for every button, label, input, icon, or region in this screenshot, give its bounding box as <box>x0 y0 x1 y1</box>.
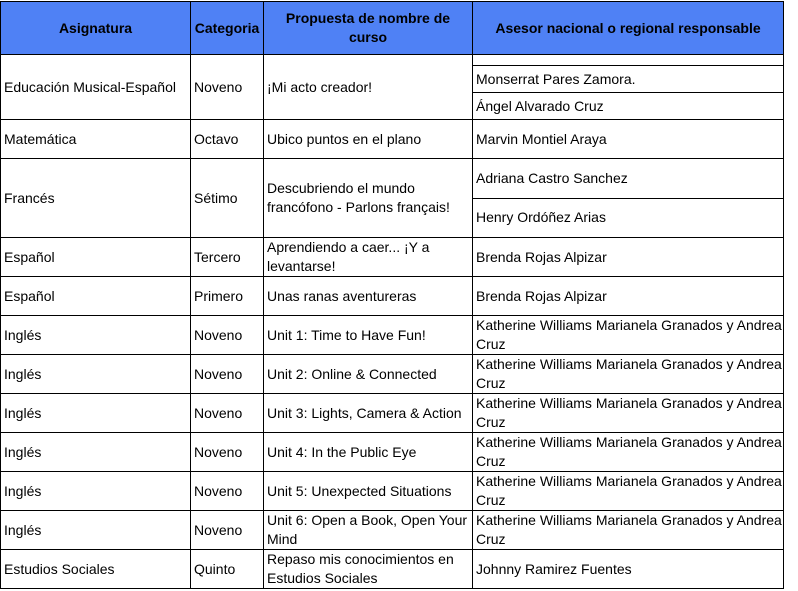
category-cell: Noveno <box>191 511 264 550</box>
subject-cell: Inglés <box>1 355 191 394</box>
subject-cell: Inglés <box>1 433 191 472</box>
subject-cell: Inglés <box>1 394 191 433</box>
subject-cell: Inglés <box>1 511 191 550</box>
subject-cell: Español <box>1 277 191 316</box>
category-cell: Noveno <box>191 55 264 120</box>
subject-cell: Inglés <box>1 472 191 511</box>
subject-cell: Francés <box>1 159 191 238</box>
table-row <box>1 120 784 159</box>
category-cell: Noveno <box>191 394 264 433</box>
table-row <box>1 316 784 355</box>
category-cell: Noveno <box>191 355 264 394</box>
header-category: Categoria <box>191 2 264 55</box>
advisor-cell: Johnny Ramirez Fuentes <box>473 550 784 589</box>
subject-cell: Educación Musical-Español <box>1 55 191 120</box>
table-row <box>1 238 784 277</box>
advisor-cell: Marvin Montiel Araya <box>473 120 784 159</box>
table-row <box>1 511 784 550</box>
course-name-cell: Ubico puntos en el plano <box>264 120 473 159</box>
advisor-cell: Katherine Williams Marianela Granados y Andrea Cruz <box>473 316 784 355</box>
subject-cell: Inglés <box>1 316 191 355</box>
advisor-cell: Katherine Williams Marianela Granados y Andrea Cruz <box>473 472 784 511</box>
course-name-cell: Unit 6: Open a Book, Open Your Mind <box>264 511 473 550</box>
subject-cell: Estudios Sociales <box>1 550 191 589</box>
header-advisor: Asesor nacional o regional responsable <box>473 2 784 55</box>
course-name-cell: ¡Mi acto creador! <box>264 55 473 120</box>
category-cell: Noveno <box>191 472 264 511</box>
advisor-cell: Katherine Williams Marianela Granados y Andrea Cruz <box>473 511 784 550</box>
course-name-cell: Aprendiendo a caer... ¡Y a levantarse! <box>264 238 473 277</box>
advisor-cell <box>473 55 784 120</box>
course-name-cell: Unit 3: Lights, Camera & Action <box>264 394 473 433</box>
course-name-cell: Descubriendo el mundo francófono - Parlons français! <box>264 159 473 238</box>
subject-cell: Español <box>1 238 191 277</box>
course-name-cell: Unit 5: Unexpected Situations <box>264 472 473 511</box>
category-cell: Sétimo <box>191 159 264 238</box>
category-cell: Noveno <box>191 433 264 472</box>
table-row <box>1 159 784 238</box>
course-name-cell: Unit 4: In the Public Eye <box>264 433 473 472</box>
table-row <box>1 394 784 433</box>
table-row <box>1 472 784 511</box>
course-table <box>0 1 784 589</box>
advisor-name: Monserrat Pares Zamora. <box>473 65 783 92</box>
advisor-cell: Brenda Rojas Alpizar <box>473 277 784 316</box>
category-cell: Primero <box>191 277 264 316</box>
advisor-name: Adriana Castro Sanchez <box>476 169 628 186</box>
course-name-cell: Unit 1: Time to Have Fun! <box>264 316 473 355</box>
category-cell: Quinto <box>191 550 264 589</box>
advisor-cell: Katherine Williams Marianela Granados y Andrea Cruz <box>473 433 784 472</box>
course-name-cell: Repaso mis conocimientos en Estudios Sociales <box>264 550 473 589</box>
table-row <box>1 355 784 394</box>
header-course-name: Propuesta de nombre de curso <box>264 2 473 55</box>
advisor-cell: Katherine Williams Marianela Granados y Andrea Cruz <box>473 394 784 433</box>
table-row <box>1 277 784 316</box>
course-name-cell: Unas ranas aventureras <box>264 277 473 316</box>
header-row <box>1 2 784 55</box>
advisor-cell: Katherine Williams Marianela Granados y Andrea Cruz <box>473 355 784 394</box>
course-name-cell: Unit 2: Online & Connected <box>264 355 473 394</box>
advisor-name: Henry Ordóñez Arias <box>473 198 783 238</box>
subject-cell: Matemática <box>1 120 191 159</box>
table-row <box>1 550 784 589</box>
advisor-cell: Brenda Rojas Alpizar <box>473 238 784 277</box>
table-row <box>1 433 784 472</box>
advisor-cell <box>473 159 784 238</box>
category-cell: Noveno <box>191 316 264 355</box>
table-row <box>1 55 784 120</box>
category-cell: Tercero <box>191 238 264 277</box>
header-subject: Asignatura <box>1 2 191 55</box>
advisor-name: Ángel Alvarado Cruz <box>473 92 783 119</box>
advisor-name <box>473 55 783 65</box>
category-cell: Octavo <box>191 120 264 159</box>
